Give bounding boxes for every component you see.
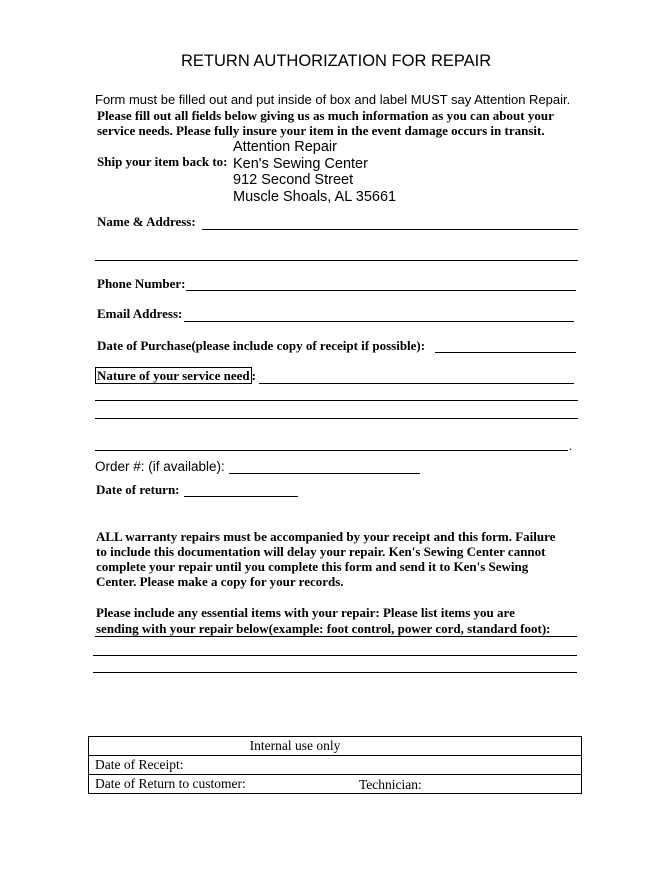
purchase-date-label: Date of Purchase(please include copy of receipt if possible): [97, 338, 426, 353]
service-need-label-box: Nature of your service need [97, 368, 250, 383]
return-date-label: Date of return: [96, 482, 180, 497]
essential-underline [95, 636, 577, 637]
warranty-line-4: Center. Please make a copy for your records. [96, 574, 344, 589]
service-need-colon: : [251, 368, 256, 383]
service-need-period: . [569, 438, 573, 453]
warranty-line-2: to include this documentation will delay your repair. Ken's Sewing Center cannot [96, 544, 546, 559]
service-need-line-3[interactable] [95, 418, 578, 419]
order-label: Order #: (if available): [95, 459, 225, 474]
ship-address-line-1: Attention Repair [233, 139, 337, 155]
internal-use-heading [89, 737, 582, 756]
purchase-date-field[interactable] [435, 352, 576, 353]
name-address-field-line-2[interactable] [95, 260, 578, 261]
order-field[interactable] [229, 473, 420, 474]
service-need-field[interactable] [259, 383, 574, 384]
essential-field-line-1[interactable] [93, 655, 577, 656]
phone-label: Phone Number: [97, 276, 186, 291]
ship-address-line-2: Ken's Sewing Center [233, 156, 368, 172]
essential-line-2: sending with your repair below(example: foot control, power cord, standard foot): [96, 621, 551, 636]
service-need-line-2[interactable] [95, 400, 578, 401]
date-of-receipt-cell[interactable] [89, 756, 582, 775]
warranty-line-3: complete your repair until you complete this form and send it to Ken's Sewing [96, 559, 529, 574]
ship-label: Ship your item back to: [97, 154, 228, 169]
return-date-field[interactable] [184, 496, 298, 497]
essential-line-1: Please include any essential items with your repair: Please list items you are [96, 605, 515, 620]
essential-field-line-2[interactable] [93, 672, 577, 673]
date-of-receipt-label: Date of Receipt: [95, 757, 184, 772]
name-address-field[interactable] [202, 229, 578, 230]
service-need-label [95, 368, 256, 384]
name-address-label: Name & Address: [97, 214, 196, 229]
ship-address-line-3: 912 Second Street [233, 172, 354, 188]
ship-address-line-4: Muscle Shoals, AL 35661 [233, 189, 397, 205]
page-title: RETURN AUTHORIZATION FOR REPAIR [181, 52, 492, 70]
date-return-customer-label: Date of Return to customer: [95, 776, 246, 791]
email-label: Email Address: [97, 306, 183, 321]
intro-text: Form must be filled out and put inside of box and label MUST say Attention Repair. [95, 92, 571, 107]
date-return-customer-cell[interactable] [89, 775, 582, 794]
technician-label: Technician: [359, 777, 422, 792]
instructions-line-1: Please fill out all fields below giving us as much information as you can about your [97, 108, 554, 123]
service-need-line-4[interactable] [95, 450, 568, 451]
internal-use-heading-text: Internal use only [249, 738, 341, 753]
warranty-line-1: ALL warranty repairs must be accompanied by your receipt and this form. Failure [96, 529, 556, 544]
internal-use-table [88, 736, 582, 794]
email-field[interactable] [184, 321, 574, 322]
instructions-line-2: service needs. Please fully insure your item in the event damage occurs in transit. [97, 123, 545, 138]
phone-field[interactable] [186, 290, 576, 291]
